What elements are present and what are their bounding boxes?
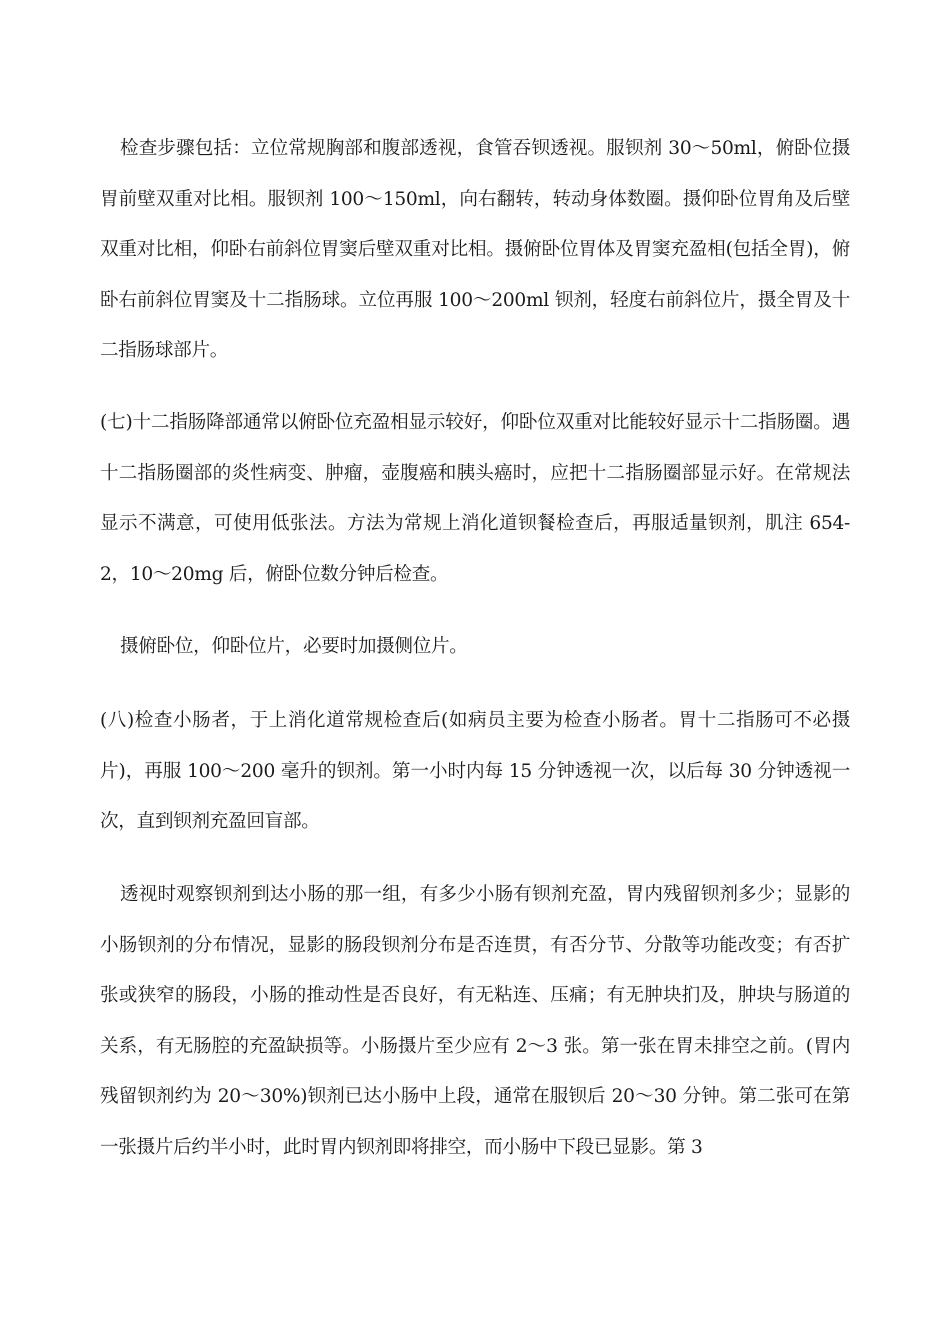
paragraph-exam-steps: 检查步骤包括：立位常规胸部和腹部透视，食管吞钡透视。服钡剂 30～50ml，俯卧位摄胃前壁双重对比相。服钡剂 100～150ml，向右翻转，转动身体数圈。摄仰卧位胃角及后壁双重对比相，仰卧右前斜位胃窦后壁双重对比相。摄俯卧位胃体及胃窦充盈相(包括全胃)，俯卧右前斜位胃窦及十二指肠球。立位再服 100～200ml 钡剂，轻度右前斜位片，摄全胃及十二指肠球部片。: [100, 138, 850, 361]
paragraph-small-intestine: (八)检查小肠者，于上消化道常规检查后(如病员主要为检查小肠者。胃十二指肠可不必摄片)，再服 100～200 毫升的钡剂。第一小时内每 15 分钟透视一次，以后每 30 分钟透视一次，直到钡剂充盈回盲部。: [100, 710, 850, 832]
paragraph-positions: 摄俯卧位，仰卧位片，必要时加摄侧位片。: [120, 636, 468, 657]
paragraph-duodenum: (七)十二指肠降部通常以俯卧位充盈相显示较好，仰卧位双重对比能较好显示十二指肠圈。遇十二指肠圈部的炎性病变、肿瘤，壶腹癌和胰头癌时，应把十二指肠圈部显示好。在常规法显示不满意，可使用低张法。方法为常规上消化道钡餐检查后，再服适量钡剂，肌注 654-2，10～20mg 后，俯卧位数分钟后检查。: [100, 412, 850, 585]
paragraph-fluoroscopy: 透视时观察钡剂到达小肠的那一组，有多少小肠有钡剂充盈，胃内残留钡剂多少；显影的小肠钡剂的分布情况，显影的肠段钡剂分布是否连贯，有否分节、分散等功能改变；有否扩张或狭窄的肠段，小肠的推动性是否良好，有无粘连、压痛；有无肿块扪及，肿块与肠道的关系，有无肠腔的充盈缺损等。小肠摄片至少应有 2～3 张。第一张在胃未排空之前。(胃内残留钡剂约为 20～30%)钡剂已达小肠中上段，通常在服钡后 20～30 分钟。第二张可在第一张摄片后约半小时，此时胃内钡剂即将排空，而小肠中下段已显影。第 3: [100, 884, 850, 1158]
